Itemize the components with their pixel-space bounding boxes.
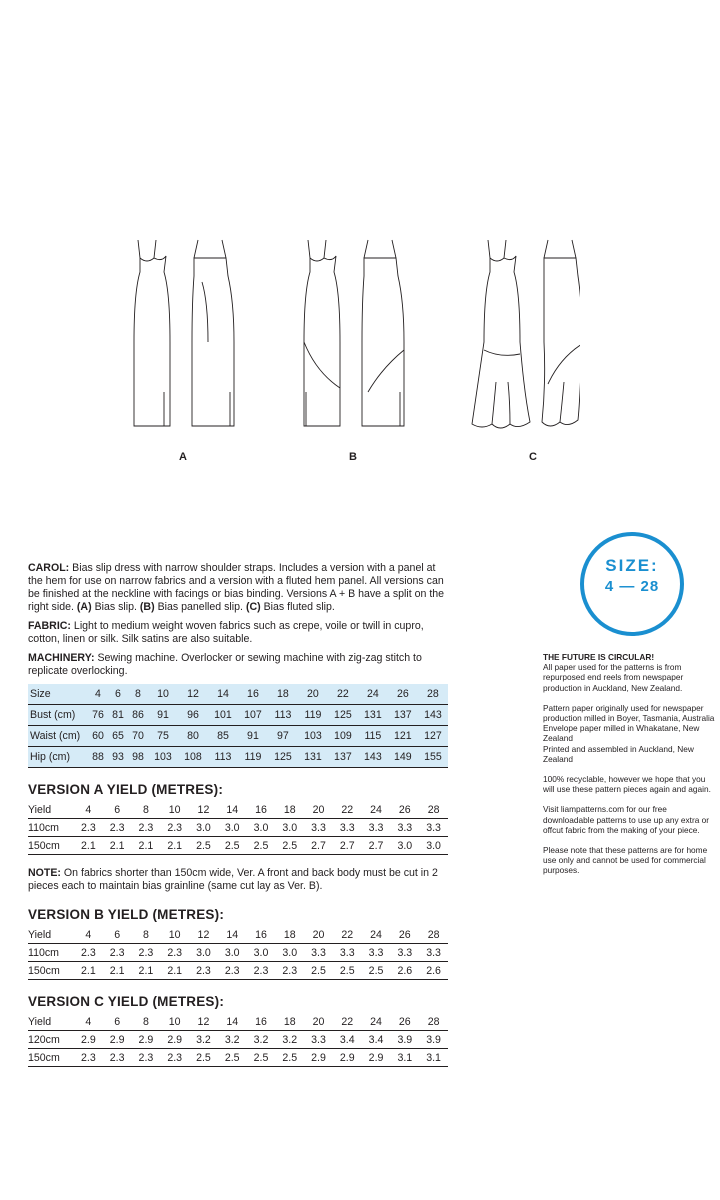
table-cell: 143 — [358, 747, 388, 768]
version-label-b: B — [349, 451, 357, 463]
table-cell: 143 — [418, 705, 448, 726]
machinery-paragraph — [28, 652, 450, 678]
version-a-label: (A) — [76, 601, 92, 613]
version-a-yield-title: VERSION A YIELD (METRES): — [28, 782, 224, 797]
size-range-badge — [580, 532, 684, 636]
table-cell: 110cm — [28, 819, 74, 837]
table-cell: 3.0 — [275, 819, 304, 837]
table-header-cell: 12 — [178, 684, 208, 705]
table-header-cell: 16 — [238, 684, 268, 705]
fabric-text: Light to medium weight woven fabrics such as crepe, voile or twill in cupro, cotton, linen or silk. Silk satins are also suitable. — [28, 620, 424, 645]
table-cell: 88 — [88, 747, 108, 768]
sidebar-paragraph: Visit liampatterns.com for our free downloadable patterns to use up any extra or offcut fabric from the making of your piece. — [543, 804, 710, 835]
table-header-cell: 12 — [189, 801, 218, 819]
version-c-back-drawing — [542, 240, 580, 426]
table-cell: 127 — [418, 726, 448, 747]
table-cell: 2.1 — [103, 962, 132, 980]
table-header-cell: 16 — [247, 1013, 276, 1031]
table-cell: 2.1 — [74, 837, 103, 855]
table-header-cell: 6 — [108, 684, 128, 705]
table-cell: 2.5 — [333, 962, 362, 980]
table-cell: 2.5 — [189, 1049, 218, 1067]
table-cell: 70 — [128, 726, 148, 747]
table-header-cell: 10 — [160, 1013, 189, 1031]
table-cell: 3.0 — [189, 944, 218, 962]
version-b-yield-title: VERSION B YIELD (METRES): — [28, 907, 225, 922]
table-cell: 86 — [128, 705, 148, 726]
note-text: On fabrics shorter than 150cm wide, Ver. A front and back body must be cut in 2 pieces each to maintain bias grainline (same cut lay as Ver. B). — [28, 867, 438, 892]
table-cell: 3.4 — [333, 1031, 362, 1049]
version-b-back-drawing — [362, 240, 404, 426]
table-cell: 91 — [148, 705, 178, 726]
table-row — [28, 705, 448, 726]
table-cell: 103 — [298, 726, 328, 747]
table-header-cell: 20 — [304, 926, 333, 944]
table-cell: 3.0 — [247, 819, 276, 837]
table-cell: 3.3 — [419, 944, 448, 962]
table-header-cell: 14 — [218, 801, 247, 819]
table-cell: 3.3 — [362, 944, 391, 962]
table-cell: 3.2 — [275, 1031, 304, 1049]
table-header-cell: 28 — [419, 1013, 448, 1031]
note-paragraph — [28, 867, 450, 893]
table-cell: 2.1 — [132, 962, 161, 980]
table-cell: 2.1 — [160, 837, 189, 855]
table-header-cell: 10 — [148, 684, 178, 705]
table-cell: 3.0 — [247, 944, 276, 962]
table-header-cell: 16 — [247, 801, 276, 819]
table-cell: 109 — [328, 726, 358, 747]
table-header-cell: Yield — [28, 1013, 74, 1031]
table-cell: 3.2 — [189, 1031, 218, 1049]
table-cell: 2.6 — [390, 962, 419, 980]
table-row — [28, 726, 448, 747]
table-cell: 2.7 — [362, 837, 391, 855]
table-cell: 119 — [238, 747, 268, 768]
dress-line-drawings — [120, 232, 580, 442]
sidebar-paragraph: Pattern paper originally used for newspaper production milled in Boyer, Tasmania, Australia — [543, 702, 715, 724]
table-cell: 75 — [148, 726, 178, 747]
table-header-cell: Yield — [28, 801, 74, 819]
table-header-row — [28, 684, 448, 705]
table-cell: 131 — [358, 705, 388, 726]
table-row — [28, 944, 448, 962]
table-header-cell: 22 — [333, 926, 362, 944]
table-cell: 2.3 — [132, 1049, 161, 1067]
sustainability-sidebar — [543, 652, 718, 886]
table-cell: 119 — [298, 705, 328, 726]
table-cell: 3.4 — [362, 1031, 391, 1049]
table-cell: Hip (cm) — [28, 747, 88, 768]
table-header-cell: 20 — [304, 1013, 333, 1031]
table-header-cell: 20 — [298, 684, 328, 705]
table-cell: 3.3 — [419, 819, 448, 837]
table-header-cell: 24 — [362, 926, 391, 944]
table-header-cell: 18 — [275, 801, 304, 819]
table-cell: 2.3 — [103, 1049, 132, 1067]
version-c-yield-table — [28, 1013, 448, 1067]
table-header-cell: 18 — [275, 1013, 304, 1031]
table-header-cell: 20 — [304, 801, 333, 819]
version-a-back-drawing — [192, 240, 234, 426]
table-cell: 2.9 — [74, 1031, 103, 1049]
table-cell: 113 — [208, 747, 238, 768]
table-header-cell: 24 — [358, 684, 388, 705]
table-header-cell: 8 — [128, 684, 148, 705]
table-cell: 120cm — [28, 1031, 74, 1049]
table-cell: 2.3 — [74, 944, 103, 962]
table-cell: 2.3 — [74, 819, 103, 837]
table-row — [28, 819, 448, 837]
table-header-cell: 28 — [418, 684, 448, 705]
table-cell: 2.3 — [218, 962, 247, 980]
table-cell: 93 — [108, 747, 128, 768]
dress-illustrations — [120, 232, 580, 472]
table-header-cell: 26 — [390, 926, 419, 944]
table-cell: 2.9 — [132, 1031, 161, 1049]
table-cell: 2.5 — [218, 1049, 247, 1067]
table-header-cell: 22 — [333, 1013, 362, 1031]
table-cell: 3.0 — [218, 944, 247, 962]
table-cell: 2.5 — [218, 837, 247, 855]
version-c-yield-title: VERSION C YIELD (METRES): — [28, 994, 225, 1009]
carol-label: CAROL: — [28, 562, 70, 574]
version-b-text: Bias panelled slip. — [157, 601, 243, 613]
table-cell: Bust (cm) — [28, 705, 88, 726]
table-header-cell: 18 — [275, 926, 304, 944]
size-badge-title: SIZE: — [605, 556, 659, 575]
table-cell: 2.5 — [247, 1049, 276, 1067]
table-header-cell: 14 — [218, 1013, 247, 1031]
table-cell: 108 — [178, 747, 208, 768]
table-cell: 131 — [298, 747, 328, 768]
table-cell: 3.2 — [218, 1031, 247, 1049]
table-cell: 2.5 — [304, 962, 333, 980]
sidebar-paragraph: All paper used for the patterns is from repurposed end reels from newspaper production in Auckland, New Zealand. — [543, 662, 684, 693]
version-a-text: Bias slip. — [94, 601, 137, 613]
version-b-label: (B) — [139, 601, 155, 613]
table-cell: 2.3 — [132, 944, 161, 962]
table-header-cell: 6 — [103, 926, 132, 944]
table-cell: 2.3 — [189, 962, 218, 980]
table-header-cell: 4 — [74, 926, 103, 944]
table-row — [28, 962, 448, 980]
table-cell: 3.3 — [333, 819, 362, 837]
table-cell: 2.9 — [103, 1031, 132, 1049]
table-cell: 113 — [268, 705, 298, 726]
table-cell: 2.3 — [160, 944, 189, 962]
table-cell: 3.9 — [390, 1031, 419, 1049]
table-cell: 150cm — [28, 837, 74, 855]
table-cell: 3.3 — [362, 819, 391, 837]
table-cell: 110cm — [28, 944, 74, 962]
table-cell: 2.1 — [74, 962, 103, 980]
table-cell: 2.7 — [304, 837, 333, 855]
table-cell: 3.3 — [304, 944, 333, 962]
version-a-yield-table — [28, 801, 448, 855]
table-cell: 80 — [178, 726, 208, 747]
table-cell: 155 — [418, 747, 448, 768]
table-cell: 2.5 — [362, 962, 391, 980]
table-header-cell: 4 — [74, 1013, 103, 1031]
table-cell: 3.3 — [390, 944, 419, 962]
table-cell: 3.1 — [390, 1049, 419, 1067]
table-cell: 91 — [238, 726, 268, 747]
table-cell: 2.5 — [275, 837, 304, 855]
table-cell: 2.9 — [362, 1049, 391, 1067]
table-header-cell: 4 — [74, 801, 103, 819]
version-label-a: A — [179, 451, 187, 463]
table-header-cell: 6 — [103, 1013, 132, 1031]
description-paragraph — [28, 562, 450, 614]
table-header-cell: 26 — [388, 684, 418, 705]
table-cell: 2.3 — [103, 944, 132, 962]
table-header-cell: 12 — [189, 1013, 218, 1031]
table-cell: 76 — [88, 705, 108, 726]
table-header-cell: 24 — [362, 1013, 391, 1031]
table-row — [28, 747, 448, 768]
table-cell: 2.9 — [160, 1031, 189, 1049]
table-cell: 2.3 — [160, 819, 189, 837]
table-cell: 3.3 — [390, 819, 419, 837]
table-header-cell: 8 — [132, 926, 161, 944]
table-cell: 137 — [388, 705, 418, 726]
table-cell: 2.3 — [247, 962, 276, 980]
table-header-row — [28, 801, 448, 819]
table-cell: 149 — [388, 747, 418, 768]
table-cell: 2.3 — [132, 819, 161, 837]
table-cell: 60 — [88, 726, 108, 747]
table-header-cell: 28 — [419, 926, 448, 944]
table-header-cell: 22 — [333, 801, 362, 819]
table-cell: 2.1 — [160, 962, 189, 980]
table-cell: 2.3 — [103, 819, 132, 837]
table-cell: 65 — [108, 726, 128, 747]
sidebar-paragraph: 100% recyclable, however we hope that you will use these pattern pieces again and again. — [543, 774, 711, 795]
table-header-cell: 18 — [268, 684, 298, 705]
sidebar-paragraph: Printed and assembled in Auckland, New Zealand — [543, 743, 694, 764]
table-cell: Waist (cm) — [28, 726, 88, 747]
table-cell: 2.5 — [275, 1049, 304, 1067]
table-cell: 2.5 — [189, 837, 218, 855]
table-cell: 121 — [388, 726, 418, 747]
table-header-cell: 12 — [189, 926, 218, 944]
table-cell: 98 — [128, 747, 148, 768]
table-cell: 150cm — [28, 962, 74, 980]
table-header-cell: 22 — [328, 684, 358, 705]
sidebar-heading: THE FUTURE IS CIRCULAR! — [543, 652, 655, 662]
table-header-cell: 6 — [103, 801, 132, 819]
table-cell: 2.3 — [275, 962, 304, 980]
version-c-label: (C) — [245, 601, 261, 613]
table-header-row — [28, 926, 448, 944]
table-header-cell: 8 — [132, 1013, 161, 1031]
table-header-cell: Size — [28, 684, 88, 705]
table-cell: 3.3 — [304, 819, 333, 837]
table-cell: 2.7 — [333, 837, 362, 855]
carol-text: Bias slip dress with narrow shoulder straps. Includes a version with a panel at the hem for use on narrow fabrics and a version with a fluted hem panel. All versions can be finished at the neckline with facings or bias binding. Versions A + B have a split on the right side. — [28, 562, 445, 613]
table-cell: 150cm — [28, 1049, 74, 1067]
table-header-cell: 4 — [88, 684, 108, 705]
table-cell: 2.1 — [103, 837, 132, 855]
table-header-cell: 10 — [160, 801, 189, 819]
note-label: NOTE: — [28, 867, 61, 879]
table-header-cell: 14 — [208, 684, 238, 705]
pattern-details — [28, 562, 450, 1067]
table-header-cell: 16 — [247, 926, 276, 944]
table-header-cell: 8 — [132, 801, 161, 819]
table-cell: 2.3 — [74, 1049, 103, 1067]
table-cell: 107 — [238, 705, 268, 726]
table-cell: 2.3 — [160, 1049, 189, 1067]
table-cell: 3.0 — [275, 944, 304, 962]
table-cell: 3.2 — [247, 1031, 276, 1049]
version-c-text: Bias fluted slip. — [263, 601, 335, 613]
table-cell: 103 — [148, 747, 178, 768]
table-cell: 2.5 — [247, 837, 276, 855]
table-header-cell: 10 — [160, 926, 189, 944]
table-header-cell: 14 — [218, 926, 247, 944]
version-b-yield-table — [28, 926, 448, 980]
version-label-c: C — [529, 451, 537, 463]
table-cell: 3.9 — [419, 1031, 448, 1049]
machinery-text: Sewing machine. Overlocker or sewing machine with zig-zag stitch to replicate overlocking. — [28, 652, 422, 677]
table-cell: 96 — [178, 705, 208, 726]
table-header-cell: 24 — [362, 801, 391, 819]
table-cell: 3.0 — [390, 837, 419, 855]
table-cell: 2.9 — [333, 1049, 362, 1067]
size-badge-range: 4 — 28 — [604, 578, 660, 595]
body-measurements-table — [28, 684, 448, 768]
table-cell: 81 — [108, 705, 128, 726]
table-cell: 2.6 — [419, 962, 448, 980]
version-a-front-drawing — [134, 240, 170, 426]
table-row — [28, 837, 448, 855]
table-cell: 85 — [208, 726, 238, 747]
sidebar-paragraph: Envelope paper milled in Whakatane, New Zealand — [543, 723, 700, 744]
table-cell: 3.1 — [419, 1049, 448, 1067]
table-cell: 3.3 — [333, 944, 362, 962]
table-cell: 3.3 — [304, 1031, 333, 1049]
table-header-cell: 26 — [390, 1013, 419, 1031]
table-cell: 125 — [268, 747, 298, 768]
table-cell: 2.9 — [304, 1049, 333, 1067]
fabric-label: FABRIC: — [28, 620, 71, 632]
sidebar-paragraph: Please note that these patterns are for home use only and cannot be used for commercial purposes. — [543, 845, 708, 876]
version-c-front-drawing — [472, 240, 530, 428]
table-cell: 3.0 — [218, 819, 247, 837]
table-row — [28, 1031, 448, 1049]
machinery-label: MACHINERY: — [28, 652, 95, 664]
table-row — [28, 1049, 448, 1067]
table-cell: 101 — [208, 705, 238, 726]
table-header-cell: Yield — [28, 926, 74, 944]
fabric-paragraph — [28, 620, 450, 646]
table-cell: 3.0 — [419, 837, 448, 855]
table-cell: 137 — [328, 747, 358, 768]
table-cell: 125 — [328, 705, 358, 726]
table-header-cell: 28 — [419, 801, 448, 819]
table-cell: 97 — [268, 726, 298, 747]
table-header-cell: 26 — [390, 801, 419, 819]
table-cell: 2.1 — [132, 837, 161, 855]
table-cell: 3.0 — [189, 819, 218, 837]
table-cell: 115 — [358, 726, 388, 747]
version-b-front-drawing — [304, 240, 340, 426]
table-header-row — [28, 1013, 448, 1031]
